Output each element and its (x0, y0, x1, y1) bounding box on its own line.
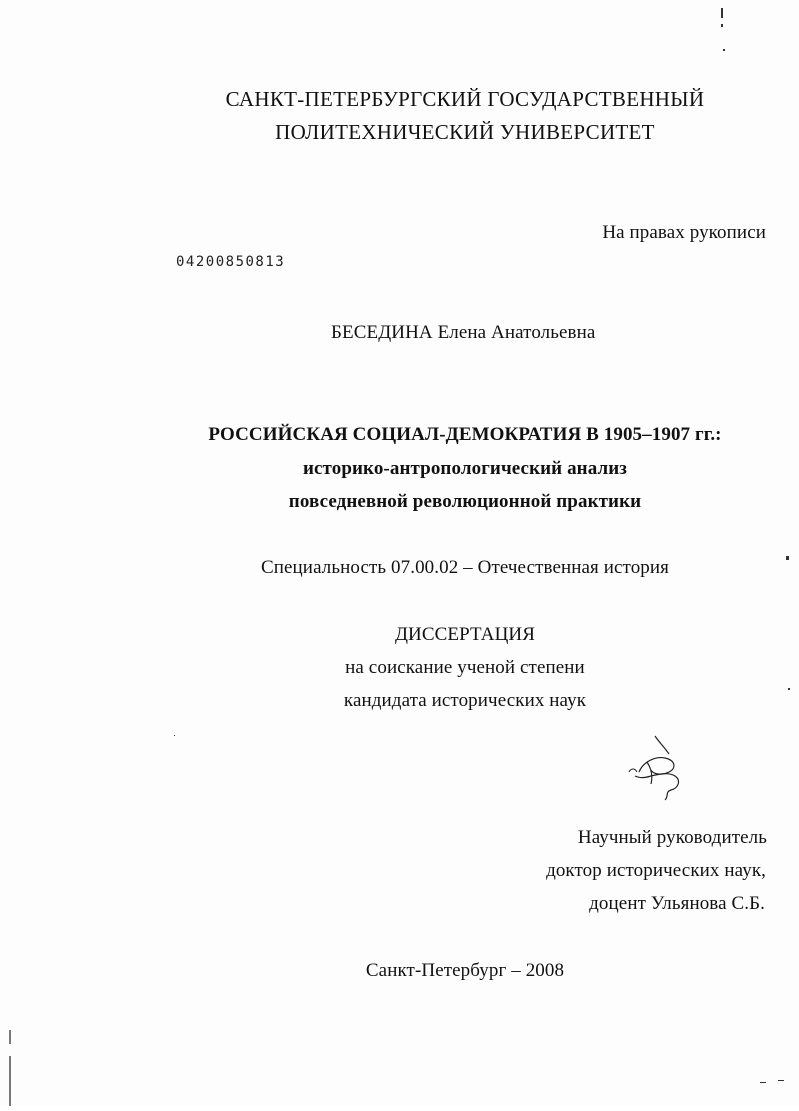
university-name-line2: ПОЛИТЕХНИЧЕСКИЙ УНИВЕРСИТЕТ (275, 120, 655, 144)
scan-mark (721, 24, 723, 27)
advisor-degree: доктор исторических наук, (546, 860, 766, 881)
dissertation-title-line1: РОССИЙСКАЯ СОЦИАЛ-ДЕМОКРАТИЯ В 1905–1907 гг.: (208, 424, 722, 445)
scan-mark (723, 49, 725, 51)
degree-line2: кандидата исторических наук (343, 690, 587, 711)
catalog-code: 04200850813 (176, 254, 286, 270)
scan-mark (174, 735, 175, 736)
place-and-year: Санкт-Петербург – 2008 (365, 960, 565, 981)
specialty: Специальность 07.00.02 – Отечественная история (260, 557, 670, 578)
manuscript-note: На правах рукописи (602, 222, 766, 243)
advisor-label: Научный руководитель (577, 827, 767, 848)
scan-mark (721, 8, 723, 18)
university-name-line1: САНКТ-ПЕТЕРБУРГСКИЙ ГОСУДАРСТВЕННЫЙ (225, 87, 705, 111)
advisor-name: доцент Ульянова С.Б. (589, 893, 765, 914)
document-type: ДИССЕРТАЦИЯ (394, 624, 536, 645)
scan-mark (778, 1080, 784, 1081)
scan-edge-mark (8, 1030, 10, 1106)
dissertation-title-line3: повседневной революционной практики (288, 491, 642, 512)
scan-mark (760, 1082, 766, 1083)
degree-line1: на соискание ученой степени (345, 657, 585, 678)
dissertation-title-line2: историко-антропологический анализ (302, 458, 628, 479)
author-name: БЕСЕДИНА Елена Анатольевна (331, 322, 596, 343)
handwritten-signature (625, 732, 695, 802)
